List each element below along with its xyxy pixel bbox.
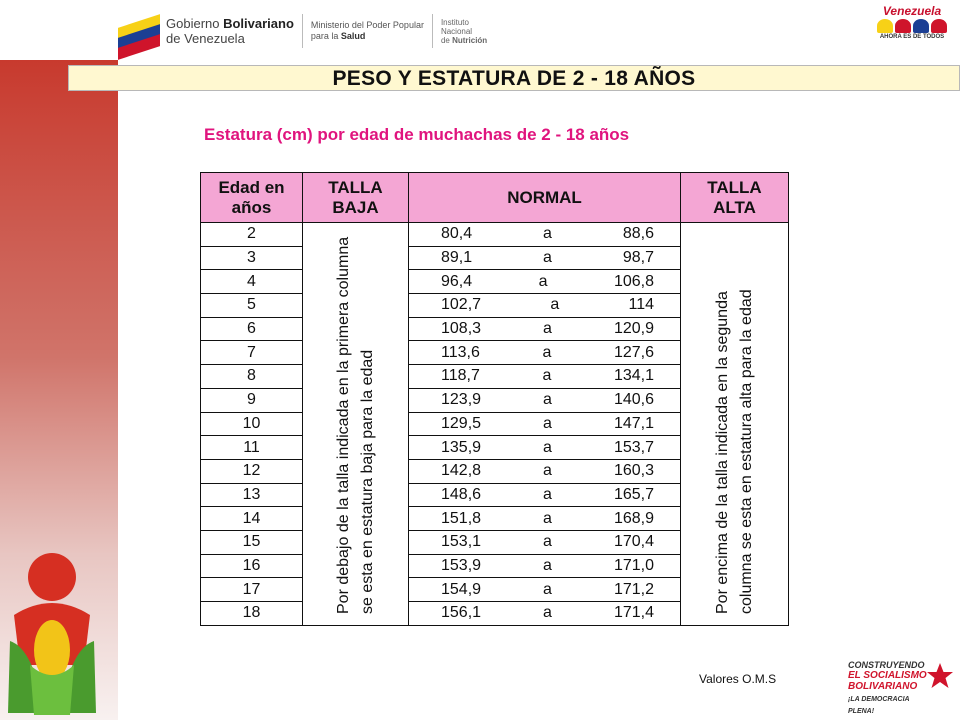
header-bar [0, 0, 960, 60]
range-separator: a [543, 438, 552, 456]
age-cell: 3 [201, 246, 303, 270]
header-age: Edad en años [201, 173, 303, 223]
table-subtitle: Estatura (cm) por edad de muchachas de 2 - 18 años [204, 125, 630, 144]
range-min: 123,9 [441, 391, 482, 409]
normal-range-cell [409, 341, 681, 365]
age-cell: 5 [201, 294, 303, 318]
age-cell: 6 [201, 317, 303, 341]
range-separator: a [542, 343, 552, 361]
range-separator: a [543, 580, 552, 598]
range-separator: a [543, 225, 552, 243]
range-max: 114 [628, 296, 654, 314]
low-height-note: Por debajo de la talla indicada en la primera columna se esta en estatura baja para la edad [334, 236, 376, 614]
age-cell: 17 [201, 578, 303, 602]
normal-range-cell [409, 507, 681, 531]
range-separator: a [543, 485, 552, 503]
normal-range-cell [409, 578, 681, 602]
range-separator: a [538, 272, 548, 290]
normal-range-cell [409, 317, 681, 341]
slogan-line: PLENA! [848, 708, 875, 715]
range-min: 80,4 [441, 225, 473, 243]
normal-range-cell [409, 246, 681, 270]
range-min: 153,1 [441, 533, 482, 551]
range-separator: a [543, 320, 552, 338]
high-height-note: Por encima de la talla indicada en la segunda columna se esta en estatura alta para la edad [713, 289, 755, 614]
normal-range-cell [409, 483, 681, 507]
age-cell: 16 [201, 554, 303, 578]
low-height-note-cell [303, 223, 409, 626]
range-min: 108,3 [441, 320, 482, 338]
normal-range-cell [409, 270, 681, 294]
slogan-line: CONSTRUYENDO [848, 660, 925, 670]
normal-range-cell [409, 602, 681, 626]
header-low-height: TALLA BAJA [303, 173, 409, 223]
range-max: 165,7 [613, 485, 654, 503]
range-min: 156,1 [441, 604, 482, 622]
range-min: 89,1 [441, 249, 473, 267]
age-cell: 8 [201, 365, 303, 389]
range-min: 148,6 [441, 485, 482, 503]
range-max: 134,1 [613, 367, 654, 385]
normal-range-cell [409, 294, 681, 318]
venezuela-logo [870, 4, 954, 50]
title-band [68, 65, 960, 91]
range-separator: a [542, 367, 552, 385]
header-high-height: TALLA ALTA [681, 173, 789, 223]
venezuela-logo-subtitle: AHORA ES DE TODOS [879, 34, 945, 40]
age-cell: 12 [201, 459, 303, 483]
high-height-note-cell [681, 223, 789, 626]
government-name: Gobierno Bolivariano de Venezuela [166, 16, 294, 46]
corn-mascot-logo-icon [0, 545, 118, 720]
range-max: 106,8 [613, 272, 654, 290]
slogan-logo [848, 660, 954, 715]
normal-range-cell [409, 388, 681, 412]
range-min: 142,8 [441, 462, 482, 480]
age-cell: 13 [201, 483, 303, 507]
venezuela-logo-title: Venezuela [882, 4, 942, 18]
source-footnote: Valores O.M.S [699, 672, 777, 686]
range-min: 113,6 [441, 343, 480, 361]
range-max: 168,9 [613, 509, 654, 527]
people-figures-icon [870, 19, 954, 33]
divider [432, 14, 433, 48]
range-separator: a [543, 249, 552, 267]
range-separator: a [543, 391, 552, 409]
range-separator: a [543, 462, 552, 480]
range-min: 102,7 [441, 296, 482, 314]
age-cell: 2 [201, 223, 303, 247]
table-header-row [201, 173, 789, 223]
range-max: 147,1 [613, 414, 654, 432]
table-row [201, 223, 789, 247]
normal-range-cell [409, 223, 681, 247]
age-cell: 7 [201, 341, 303, 365]
range-min: 151,8 [441, 509, 482, 527]
normal-range-cell [409, 412, 681, 436]
range-separator: a [550, 296, 560, 314]
age-cell: 14 [201, 507, 303, 531]
range-min: 129,5 [441, 414, 482, 432]
range-max: 127,6 [613, 343, 654, 361]
range-separator: a [543, 556, 552, 574]
page-title: PESO Y ESTATURA DE 2 - 18 AÑOS [332, 67, 696, 90]
range-min: 96,4 [441, 272, 473, 290]
government-logo [118, 10, 487, 52]
age-cell: 4 [201, 270, 303, 294]
range-max: 171,2 [613, 580, 654, 598]
range-max: 170,4 [613, 533, 654, 551]
star-icon [926, 662, 954, 690]
institute-name: Instituto Nacional de Nutrición [440, 17, 488, 45]
divider [302, 14, 303, 48]
age-cell: 11 [201, 436, 303, 460]
range-max: 120,9 [613, 320, 654, 338]
age-cell: 9 [201, 388, 303, 412]
range-min: 118,7 [441, 367, 480, 385]
range-min: 135,9 [441, 438, 482, 456]
age-cell: 15 [201, 530, 303, 554]
range-separator: a [543, 509, 552, 527]
normal-range-cell [409, 436, 681, 460]
normal-range-cell [409, 459, 681, 483]
range-separator: a [543, 414, 552, 432]
range-max: 171,0 [613, 556, 654, 574]
normal-range-cell [409, 554, 681, 578]
height-table [200, 172, 789, 626]
age-cell: 10 [201, 412, 303, 436]
range-max: 171,4 [613, 604, 654, 622]
range-max: 160,3 [613, 462, 654, 480]
venezuela-flag-icon [118, 13, 160, 49]
range-max: 98,7 [622, 249, 654, 267]
slogan-line: ¡LA DEMOCRACIA [848, 696, 910, 703]
range-max: 153,7 [613, 438, 654, 456]
ministry-name: Ministerio del Poder Popular para la Salud [310, 20, 424, 41]
header-normal: NORMAL [409, 173, 681, 223]
normal-range-cell [409, 530, 681, 554]
range-max: 140,6 [613, 391, 654, 409]
range-min: 153,9 [441, 556, 482, 574]
range-max: 88,6 [622, 225, 654, 243]
normal-range-cell [409, 365, 681, 389]
slogan-line: EL SOCIALISMO [848, 670, 927, 681]
slogan-line: BOLIVARIANO [848, 681, 918, 692]
range-separator: a [543, 604, 552, 622]
range-min: 154,9 [441, 580, 482, 598]
age-cell: 18 [201, 602, 303, 626]
range-separator: a [543, 533, 552, 551]
